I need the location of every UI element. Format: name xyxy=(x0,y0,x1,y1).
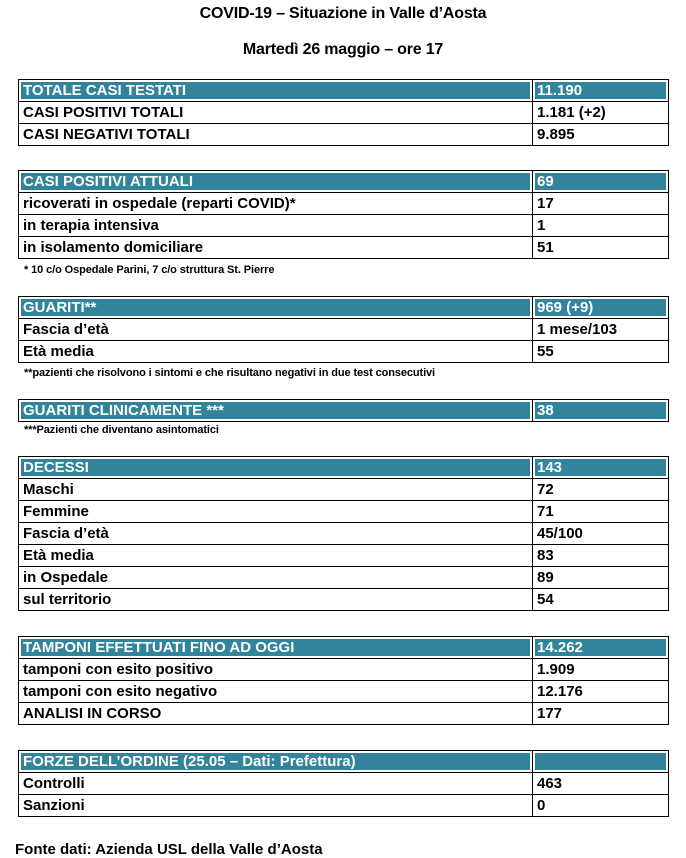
row-value: 177 xyxy=(533,703,669,725)
row-label: sul territorio xyxy=(19,589,533,611)
row-label: Femmine xyxy=(19,501,533,523)
row-label: Età media xyxy=(19,545,533,567)
row-label: in isolamento domiciliare xyxy=(19,237,533,259)
row-label: in Ospedale xyxy=(19,567,533,589)
row-value: 17 xyxy=(533,193,669,215)
table-row xyxy=(19,102,669,124)
header-label: GUARITI** xyxy=(19,297,533,319)
row-value: 1 xyxy=(533,215,669,237)
table-header-row xyxy=(19,400,669,422)
row-label: Controlli xyxy=(19,773,533,795)
row-label: Fascia d’età xyxy=(19,523,533,545)
header-value: 143 xyxy=(533,457,669,479)
header-label: TOTALE CASI TESTATI xyxy=(19,80,533,102)
row-value: 9.895 xyxy=(533,124,669,146)
row-label: Maschi xyxy=(19,479,533,501)
page-date: Martedì 26 maggio – ore 17 xyxy=(242,41,444,58)
row-label: Fascia d’età xyxy=(19,319,533,341)
table-row xyxy=(19,567,669,589)
row-label: CASI NEGATIVI TOTALI xyxy=(19,124,533,146)
table-row xyxy=(19,124,669,146)
page-title: COVID-19 – Situazione in Valle d’Aosta xyxy=(199,5,487,22)
header-value: 69 xyxy=(533,171,669,193)
row-value: 55 xyxy=(533,341,669,363)
table-casi-testati xyxy=(18,79,669,146)
row-value: 72 xyxy=(533,479,669,501)
table-row xyxy=(19,341,669,363)
footnote-clinicamente: ***Pazienti che diventano asintomatici xyxy=(24,424,219,436)
table-forze-ordine xyxy=(18,750,669,817)
table-row xyxy=(19,215,669,237)
table-row xyxy=(19,319,669,341)
table-row xyxy=(19,773,669,795)
header-label: TAMPONI EFFETTUATI FINO AD OGGI xyxy=(19,637,533,659)
header-value xyxy=(533,751,669,773)
table-row xyxy=(19,659,669,681)
source-footer: Fonte dati: Azienda USL della Valle d’Aosta xyxy=(15,841,323,858)
row-label: in terapia intensiva xyxy=(19,215,533,237)
table-header-row xyxy=(19,297,669,319)
row-value: 89 xyxy=(533,567,669,589)
table-row xyxy=(19,479,669,501)
row-value: 463 xyxy=(533,773,669,795)
table-row xyxy=(19,795,669,817)
row-label: tamponi con esito positivo xyxy=(19,659,533,681)
table-header-row xyxy=(19,637,669,659)
table-guariti-clinicamente xyxy=(18,399,669,422)
header-label: FORZE DELL’ORDINE (25.05 – Dati: Prefettura) xyxy=(19,751,533,773)
footnote-guariti: **pazienti che risolvono i sintomi e che risultano negativi in due test consecutivi xyxy=(24,367,436,379)
table-decessi xyxy=(18,456,669,611)
table-row xyxy=(19,237,669,259)
table-header-row xyxy=(19,751,669,773)
footnote-attuali: * 10 c/o Ospedale Parini, 7 c/o struttura St. Pierre xyxy=(24,264,275,276)
row-value: 51 xyxy=(533,237,669,259)
row-value: 1.181 (+2) xyxy=(533,102,669,124)
table-header-row xyxy=(19,80,669,102)
table-header-row xyxy=(19,171,669,193)
header-value: 11.190 xyxy=(533,80,669,102)
row-label: Sanzioni xyxy=(19,795,533,817)
row-value: 45/100 xyxy=(533,523,669,545)
table-row xyxy=(19,523,669,545)
table-row xyxy=(19,681,669,703)
table-tamponi xyxy=(18,636,669,725)
row-value: 1.909 xyxy=(533,659,669,681)
table-guariti xyxy=(18,296,669,363)
header-label: GUARITI CLINICAMENTE *** xyxy=(19,400,533,422)
header-value: 969 (+9) xyxy=(533,297,669,319)
row-label: ricoverati in ospedale (reparti COVID)* xyxy=(19,193,533,215)
row-value: 1 mese/103 xyxy=(533,319,669,341)
table-row xyxy=(19,589,669,611)
row-value: 0 xyxy=(533,795,669,817)
table-header-row xyxy=(19,457,669,479)
header-label: DECESSI xyxy=(19,457,533,479)
row-value: 12.176 xyxy=(533,681,669,703)
row-label: tamponi con esito negativo xyxy=(19,681,533,703)
header-value: 38 xyxy=(533,400,669,422)
table-row xyxy=(19,501,669,523)
row-label: CASI POSITIVI TOTALI xyxy=(19,102,533,124)
row-value: 83 xyxy=(533,545,669,567)
table-casi-positivi-attuali xyxy=(18,170,669,259)
row-value: 71 xyxy=(533,501,669,523)
table-row xyxy=(19,545,669,567)
header-value: 14.262 xyxy=(533,637,669,659)
row-label: ANALISI IN CORSO xyxy=(19,703,533,725)
row-value: 54 xyxy=(533,589,669,611)
table-row xyxy=(19,193,669,215)
header-label: CASI POSITIVI ATTUALI xyxy=(19,171,533,193)
row-label: Età media xyxy=(19,341,533,363)
table-row xyxy=(19,703,669,725)
